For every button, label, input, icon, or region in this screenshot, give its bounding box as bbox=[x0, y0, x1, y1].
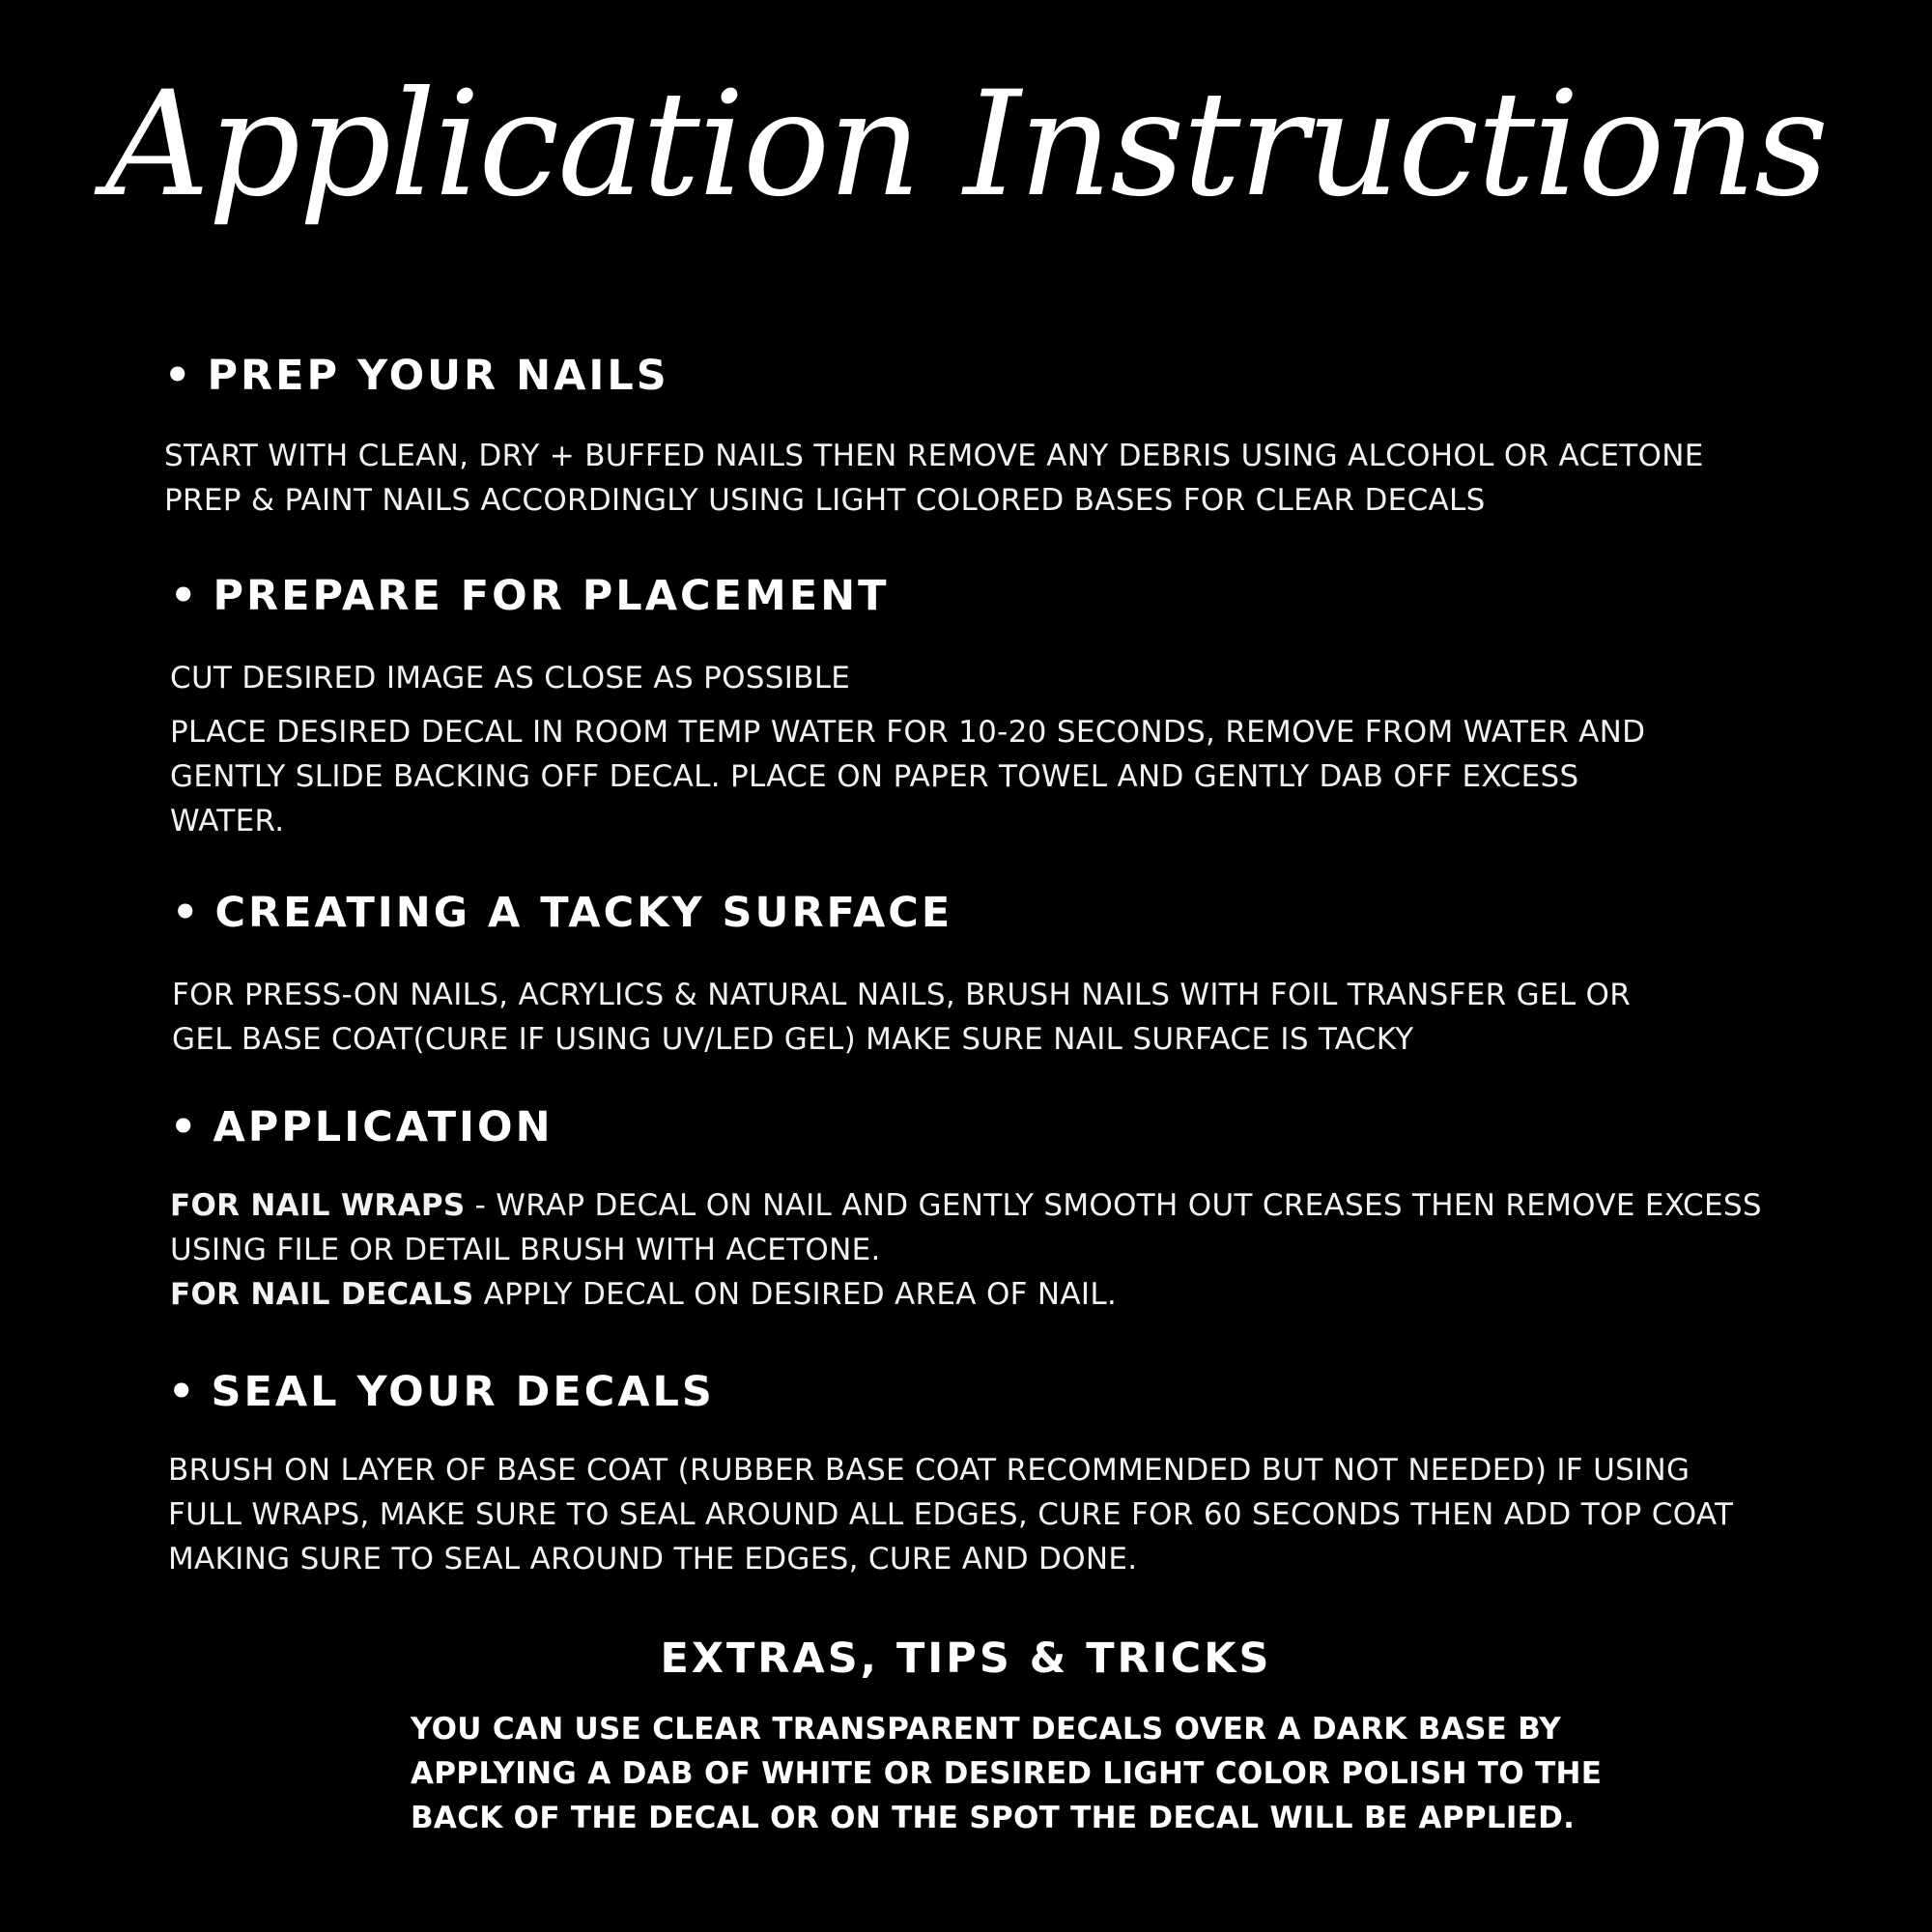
section-body bbox=[411, 1707, 1932, 1840]
bullet-icon: • bbox=[168, 1368, 198, 1416]
body-line: WATER. bbox=[170, 804, 285, 838]
section-body bbox=[170, 1183, 1832, 1317]
heading-text: APPLICATION bbox=[213, 1103, 554, 1151]
bullet-icon: • bbox=[170, 1103, 200, 1151]
heading-text: PREPARE FOR PLACEMENT bbox=[213, 572, 890, 620]
body-line: CUT DESIRED IMAGE AS CLOSE AS POSSIBLE bbox=[170, 661, 851, 696]
body-line: PREP & PAINT NAILS ACCORDINGLY USING LIGHT COLORED BASES FOR CLEAR DECALS bbox=[164, 483, 1486, 518]
section-extras-tips-tricks bbox=[0, 1634, 1932, 1840]
section-heading: EXTRAS, TIPS & TRICKS bbox=[660, 1634, 1272, 1683]
heading-text: SEAL YOUR DECALS bbox=[211, 1368, 715, 1416]
section-application bbox=[170, 1103, 1832, 1317]
section-heading bbox=[164, 352, 1826, 400]
section-prep-your-nails bbox=[164, 352, 1826, 523]
section-body bbox=[172, 973, 1833, 1062]
body-line: FOR PRESS-ON NAILS, ACRYLICS & NATURAL NAILS, BRUSH NAILS WITH FOIL TRANSFER GEL OR bbox=[172, 978, 1632, 1012]
body-line: FULL WRAPS, MAKE SURE TO SEAL AROUND ALL EDGES, CURE FOR 60 SECONDS THEN ADD TOP COAT bbox=[168, 1497, 1734, 1532]
bullet-icon: • bbox=[170, 572, 200, 620]
wraps-text: - WRAP DECAL ON NAIL AND GENTLY SMOOTH OUT CREASES THEN REMOVE EXCESS bbox=[465, 1188, 1762, 1223]
section-prepare-for-placement bbox=[170, 572, 1832, 843]
heading-text: CREATING A TACKY SURFACE bbox=[214, 889, 953, 937]
heading-text: PREP YOUR NAILS bbox=[207, 352, 669, 400]
section-heading bbox=[170, 572, 1832, 620]
body-line: USING FILE OR DETAIL BRUSH WITH ACETONE. bbox=[170, 1233, 881, 1267]
section-seal-your-decals bbox=[168, 1368, 1830, 1581]
section-heading bbox=[172, 889, 1833, 937]
section-body bbox=[170, 710, 1832, 843]
body-line: GENTLY SLIDE BACKING OFF DECAL. PLACE ON PAPER TOWEL AND GENTLY DAB OFF EXCESS bbox=[170, 759, 1579, 794]
body-line: GEL BASE COAT(CURE IF USING UV/LED GEL) MAKE SURE NAIL SURFACE IS TACKY bbox=[172, 1022, 1414, 1057]
section-body bbox=[164, 434, 1826, 523]
body-line: PLACE DESIRED DECAL IN ROOM TEMP WATER FOR 10-20 SECONDS, REMOVE FROM WATER AND bbox=[170, 715, 1646, 750]
bullet-icon: • bbox=[172, 889, 202, 937]
body-line: MAKING SURE TO SEAL AROUND THE EDGES, CURE AND DONE. bbox=[168, 1542, 1138, 1577]
section-body bbox=[170, 656, 1832, 700]
body-line: START WITH CLEAN, DRY + BUFFED NAILS THEN REMOVE ANY DEBRIS USING ALCOHOL OR ACETONE bbox=[164, 439, 1704, 473]
section-creating-a-tacky-surface bbox=[172, 889, 1833, 1062]
bullet-icon: • bbox=[164, 352, 194, 400]
body-line: APPLYING A DAB OF WHITE OR DESIRED LIGHT COLOR POLISH TO THE bbox=[411, 1756, 1603, 1791]
decals-label: FOR NAIL DECALS bbox=[170, 1277, 474, 1312]
section-body bbox=[168, 1448, 1830, 1581]
page-title: Application Instructions bbox=[104, 61, 1828, 229]
body-line: BACK OF THE DECAL OR ON THE SPOT THE DECAL WILL BE APPLIED. bbox=[411, 1801, 1576, 1835]
decals-text: APPLY DECAL ON DESIRED AREA OF NAIL. bbox=[473, 1277, 1118, 1312]
body-line bbox=[170, 1183, 1832, 1228]
wraps-label: FOR NAIL WRAPS bbox=[170, 1188, 466, 1223]
body-line: BRUSH ON LAYER OF BASE COAT (RUBBER BASE COAT RECOMMENDED BUT NOT NEEDED) IF USING bbox=[168, 1453, 1690, 1488]
body-line bbox=[170, 1272, 1832, 1317]
section-heading bbox=[168, 1368, 1830, 1416]
section-heading bbox=[170, 1103, 1832, 1151]
body-line: YOU CAN USE CLEAR TRANSPARENT DECALS OVER A DARK BASE BY bbox=[411, 1712, 1562, 1747]
